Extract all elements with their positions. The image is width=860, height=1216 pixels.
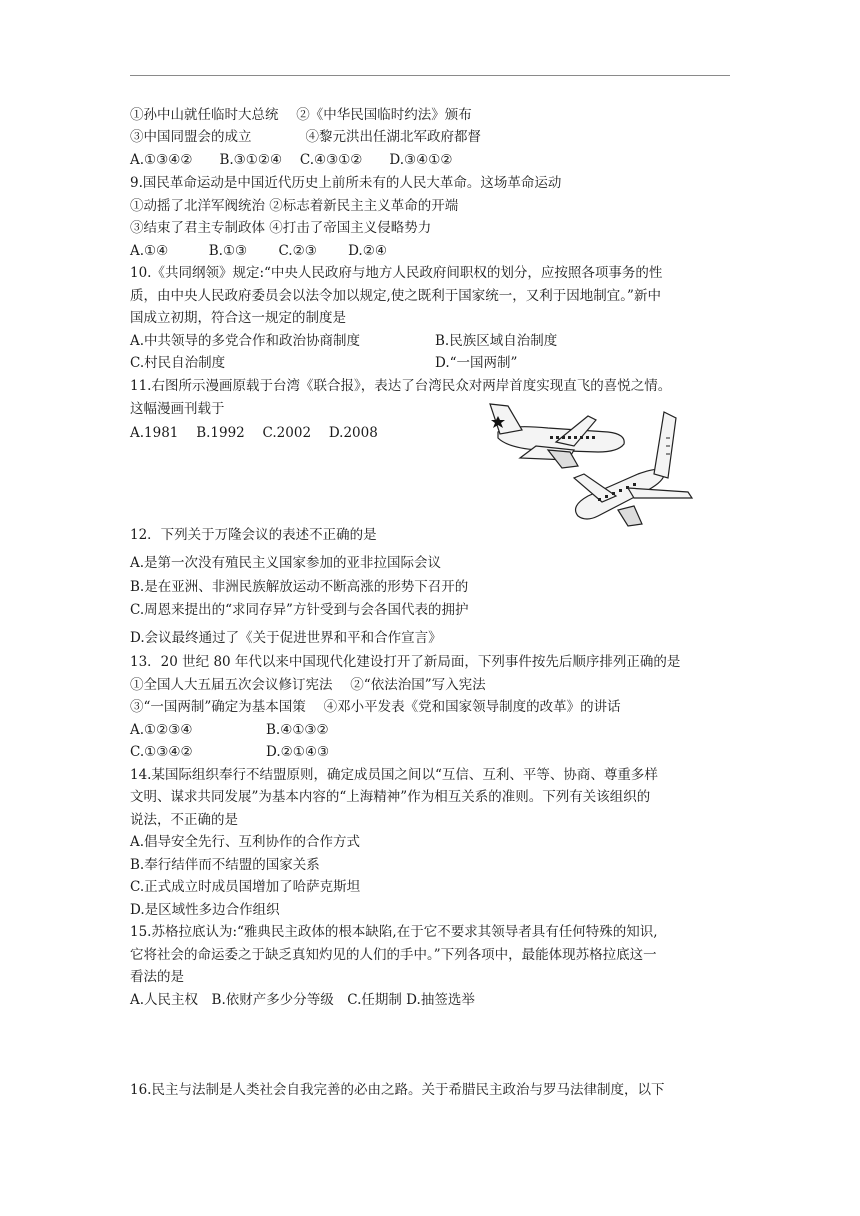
q13-option-a: A.①②③④	[130, 722, 193, 738]
q12-option-a: A.是第一次没有殖民主义国家参加的亚非拉国际会议	[130, 555, 442, 571]
q10-option-a: A.中共领导的多党合作和政治协商制度	[130, 333, 361, 349]
header-rule	[130, 75, 730, 76]
q8-items-row2: ③中国同盟会的成立 ④黎元洪出任湖北军政府都督	[130, 129, 481, 145]
q12-option-d: D.会议最终通过了《关于促进世界和平和合作宣言》	[130, 630, 442, 646]
q12-stem: 12．下列关于万隆会议的表述不正确的是	[130, 527, 377, 543]
q10-option-b: B.民族区域自治制度	[435, 333, 558, 349]
lower-plane-wing	[628, 488, 692, 498]
q16-stem: 16.民主与法制是人类社会自我完善的必由之路。关于希腊民主政治与罗马法律制度，以下	[130, 1082, 665, 1098]
q14-option-d: D.是区域性多边合作组织	[130, 902, 280, 918]
q13-items-row1: ①全国人大五届五次会议修订宪法 ②“依法治国”写入宪法	[130, 677, 486, 693]
q13-option-c: C.①③④②	[130, 744, 193, 760]
q15-options: A.人民主权 B.依财产多少分等级 C.任期制 D.抽签选举	[130, 992, 475, 1008]
q9-items-row1: ①动摇了北洋军阀统治 ②标志着新民主主义革命的开端	[130, 198, 459, 214]
q10-option-d: D.“一国两制”	[435, 355, 518, 371]
upper-plane-tail	[490, 404, 522, 434]
q9-items-row2: ③结束了君主专制政体 ④打击了帝国主义侵略势力	[130, 220, 432, 236]
q11-options: A.1981 B.1992 C.2002 D.2008	[130, 425, 378, 441]
q13-option-d: D.②①④③	[266, 744, 330, 760]
q8-items-row1: ①孙中山就任临时大总统 ②《中华民国临时约法》颁布	[130, 107, 472, 123]
q15-stem-line2: 它将社会的命运委之于缺乏真知灼见的人们的手中。”下列各项中，最能体现苏格拉底这一	[130, 947, 657, 963]
q15-stem-line1: 15.苏格拉底认为:“雅典民主政体的根本缺陷,在于它不要求其领导者具有任何特殊的知识,	[130, 924, 658, 940]
q13-items-row2: ③“一国两制”确定为基本国策 ④邓小平发表《党和国家领导制度的改革》的讲话	[130, 699, 621, 715]
q10-option-c: C.村民自治制度	[130, 355, 226, 371]
q8-options: A.①③④② B.③①②④ C.④③①② D.③④①②	[130, 152, 453, 168]
q12-option-b: B.是在亚洲、非洲民族解放运动不断高涨的形势下召开的	[130, 579, 469, 595]
q15-stem-line3: 看法的是	[130, 969, 184, 985]
lower-plane-tail	[654, 412, 676, 478]
q14-stem-line2: 文明、谋求共同发展”为基本内容的“上海精神”作为相互关系的准则。下列有关该组织的	[130, 789, 651, 805]
q11-stem-line2: 这幅漫画刊载于	[130, 401, 225, 417]
q14-option-c: C.正式成立时成员国增加了哈萨克斯坦	[130, 879, 361, 895]
q10-stem-line2: 质，由中央人民政府委员会以法令加以规定,使之既利于国家统一，又利于因地制宜。”新中	[130, 288, 661, 304]
q13-stem: 13．20 世纪 80 年代以来中国现代化建设打开了新局面，下列事件按先后顺序排列正确的是	[130, 654, 681, 670]
q14-option-b: B.奉行结伴而不结盟的国家关系	[130, 857, 320, 873]
airplanes-illustration	[478, 398, 700, 538]
q13-option-b: B.④①③②	[266, 722, 329, 738]
q12-option-c: C.周恩来提出的“求同存异”方针受到与会各国代表的拥护	[130, 602, 469, 618]
q11-stem-line1: 11.右图所示漫画原载于台湾《联合报》，表达了台湾民众对两岸首度实现直飞的喜悦之情。	[130, 378, 672, 394]
q9-options: A.①④ B.①③ C.②③ D.②④	[130, 243, 387, 259]
q10-stem-line3: 国成立初期，符合这一规定的制度是	[130, 310, 346, 326]
q9-stem: 9.国民革命运动是中国近代历史上前所未有的人民大革命。这场革命运动	[130, 175, 562, 191]
q14-stem-line3: 说法，不正确的是	[130, 812, 238, 828]
q14-stem-line1: 14.某国际组织奉行不结盟原则，确定成员国之间以“互信、互利、平等、协商、尊重多样	[130, 767, 658, 783]
q14-option-a: A.倡导安全先行、互利协作的合作方式	[130, 834, 361, 850]
cartoon-airplanes-image	[478, 398, 700, 538]
q10-stem-line1: 10.《共同纲领》规定:“中央人民政府与地方人民政府间职权的划分，应按照各项事务的性	[130, 265, 663, 281]
